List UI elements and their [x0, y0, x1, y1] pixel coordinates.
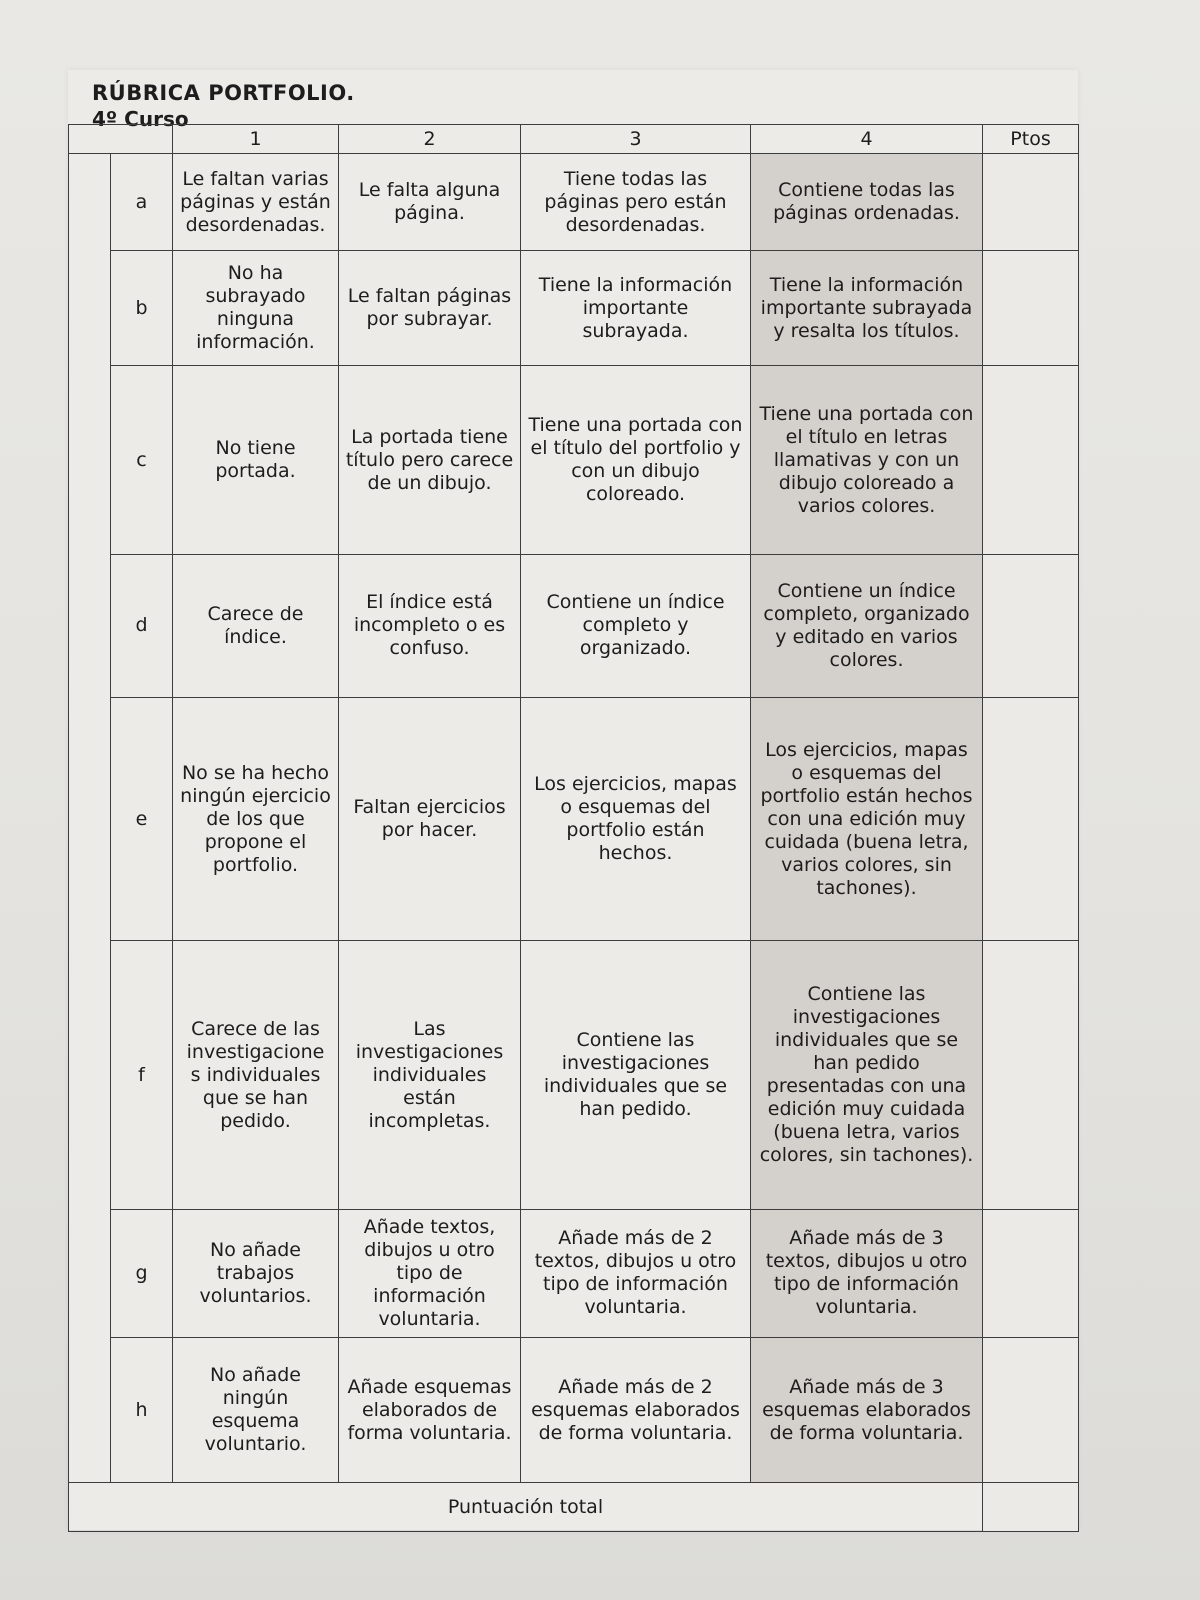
column-header-4: 4: [751, 125, 983, 154]
criterion-cell-level-3: Añade más de 2 textos, dibujos u otro tipo de información voluntaria.: [521, 1210, 751, 1337]
table-row: [69, 251, 1079, 366]
table-row: [69, 1210, 1079, 1337]
criterion-cell-level-4: Añade más de 3 textos, dibujos u otro tipo de información voluntaria.: [751, 1210, 983, 1337]
row-label: f: [111, 941, 173, 1210]
column-header-2: 2: [339, 125, 521, 154]
points-cell[interactable]: [983, 554, 1079, 698]
criterion-cell-level-3: Tiene la información importante subrayada.: [521, 251, 751, 366]
criterion-cell-level-1: No se ha hecho ningún ejercicio de los que propone el portfolio.: [173, 698, 339, 941]
points-cell[interactable]: [983, 366, 1079, 554]
total-points-cell[interactable]: [983, 1483, 1079, 1532]
points-cell[interactable]: [983, 1210, 1079, 1337]
total-row: [69, 1483, 1079, 1532]
criterion-cell-level-3: Añade más de 2 esquemas elaborados de forma voluntaria.: [521, 1337, 751, 1483]
row-label: d: [111, 554, 173, 698]
table-row: [69, 366, 1079, 554]
criterion-cell-level-3: Contiene las investigaciones individuales que se han pedido.: [521, 941, 751, 1210]
row-label: g: [111, 1210, 173, 1337]
criterion-cell-level-3: Tiene una portada con el título del portfolio y con un dibujo coloreado.: [521, 366, 751, 554]
criterion-cell-level-2: Añade esquemas elaborados de forma voluntaria.: [339, 1337, 521, 1483]
criterion-cell-level-4: Contiene un índice completo, organizado y editado en varios colores.: [751, 554, 983, 698]
criterion-cell-level-1: Le faltan varias páginas y están desordenadas.: [173, 154, 339, 251]
table-row: [69, 554, 1079, 698]
points-cell[interactable]: [983, 698, 1079, 941]
criterion-cell-level-2: Añade textos, dibujos u otro tipo de información voluntaria.: [339, 1210, 521, 1337]
row-label: h: [111, 1337, 173, 1483]
header-corner: [69, 125, 173, 154]
document-title: RÚBRICA PORTFOLIO.: [92, 81, 355, 105]
row-label: a: [111, 154, 173, 251]
criterion-cell-level-3: Tiene todas las páginas pero están desordenadas.: [521, 154, 751, 251]
criterion-cell-level-2: Las investigaciones individuales están incompletas.: [339, 941, 521, 1210]
criterion-cell-level-2: La portada tiene título pero carece de un dibujo.: [339, 366, 521, 554]
row-label: c: [111, 366, 173, 554]
points-cell[interactable]: [983, 941, 1079, 1210]
table-row: [69, 941, 1079, 1210]
column-header-3: 3: [521, 125, 751, 154]
criterion-cell-level-4: Los ejercicios, mapas o esquemas del portfolio están hechos con una edición muy cuidada (buena letra, varios colores, sin tachones).: [751, 698, 983, 941]
criterion-cell-level-3: Contiene un índice completo y organizado.: [521, 554, 751, 698]
points-cell[interactable]: [983, 251, 1079, 366]
criterion-cell-level-1: Carece de índice.: [173, 554, 339, 698]
criterion-cell-level-4: Tiene la información importante subrayada y resalta los títulos.: [751, 251, 983, 366]
criterion-cell-level-4: Contiene todas las páginas ordenadas.: [751, 154, 983, 251]
criterion-cell-level-1: No añade ningún esquema voluntario.: [173, 1337, 339, 1483]
rubric-table: [68, 124, 1079, 1532]
criterion-cell-level-1: No tiene portada.: [173, 366, 339, 554]
document-subtitle: 4º Curso: [92, 107, 189, 131]
total-label: Puntuación total: [69, 1483, 983, 1532]
row-label: b: [111, 251, 173, 366]
table-row: [69, 698, 1079, 941]
criterion-cell-level-4: Añade más de 3 esquemas elaborados de forma voluntaria.: [751, 1337, 983, 1483]
criterion-cell-level-2: Le falta alguna página.: [339, 154, 521, 251]
points-cell[interactable]: [983, 1337, 1079, 1483]
table-row: [69, 154, 1079, 251]
header-row: [69, 125, 1079, 154]
points-cell[interactable]: [983, 154, 1079, 251]
criterion-cell-level-3: Los ejercicios, mapas o esquemas del portfolio están hechos.: [521, 698, 751, 941]
criterion-cell-level-1: No ha subrayado ninguna información.: [173, 251, 339, 366]
criterion-cell-level-2: Le faltan páginas por subrayar.: [339, 251, 521, 366]
criterion-cell-level-1: Carece de las investigacione s individuales que se han pedido.: [173, 941, 339, 1210]
criterion-cell-level-2: El índice está incompleto o es confuso.: [339, 554, 521, 698]
column-header-ptos: Ptos: [983, 125, 1079, 154]
criterion-cell-level-1: No añade trabajos voluntarios.: [173, 1210, 339, 1337]
column-header-1: 1: [173, 125, 339, 154]
left-margin-cell: [69, 154, 111, 1483]
criterion-cell-level-2: Faltan ejercicios por hacer.: [339, 698, 521, 941]
table-row: [69, 1337, 1079, 1483]
criterion-cell-level-4: Contiene las investigaciones individuales que se han pedido presentadas con una edición muy cuidada (buena letra, varios colores, sin tachones).: [751, 941, 983, 1210]
row-label: e: [111, 698, 173, 941]
criterion-cell-level-4: Tiene una portada con el título en letras llamativas y con un dibujo coloreado a varios colores.: [751, 366, 983, 554]
